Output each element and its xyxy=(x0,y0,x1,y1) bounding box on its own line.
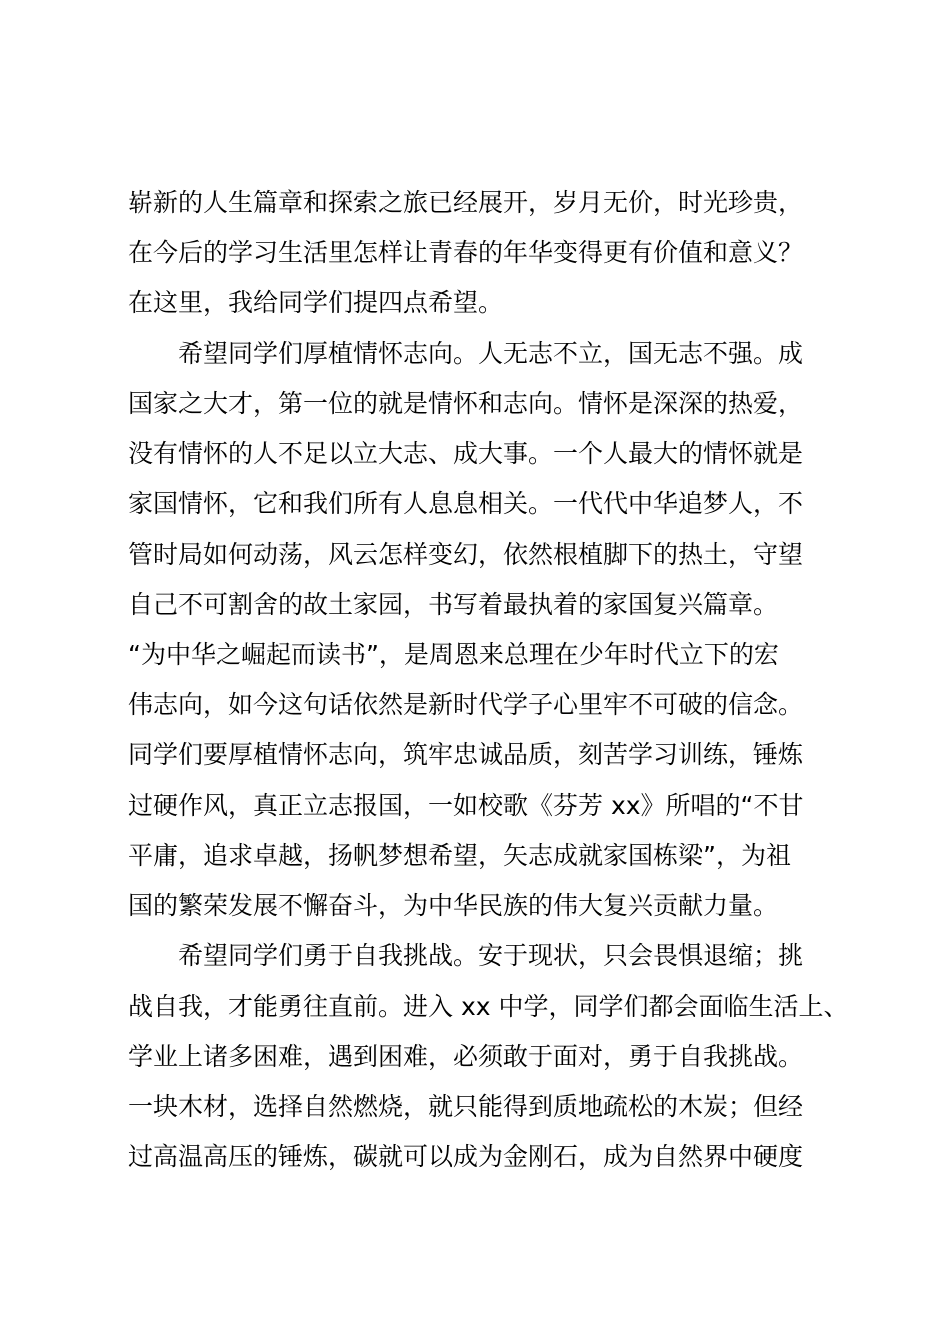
text-line: 平庸，追求卓越，扬帆梦想希望，矢志成就家国栋梁”，为祖 xyxy=(128,841,791,870)
text-line: 过硬作风，真正立志报国，一如校歌《芬芳 xx》所唱的“不甘 xyxy=(128,791,804,820)
paragraph-start-line: 希望同学们厚植情怀志向。人无志不立，国无志不强。成 xyxy=(178,339,804,368)
text-line: 国的繁荣发展不懈奋斗，为中华民族的伟大复兴贡献力量。 xyxy=(128,891,779,920)
text-line: 家国情怀，它和我们所有人息息相关。一代代中华追梦人，不 xyxy=(128,489,804,518)
text-line: “为中华之崛起而读书”，是周恩来总理在少年时代立下的宏 xyxy=(128,640,779,669)
text-line: 管时局如何动荡，风云怎样变幻，依然根植脚下的热土，守望 xyxy=(128,540,804,569)
text-line: 一块木材，选择自然燃烧，就只能得到质地疏松的木炭；但经 xyxy=(128,1092,804,1121)
text-line: 过高温高压的锤炼，碳就可以成为金刚石，成为自然界中硬度 xyxy=(128,1142,804,1171)
text-line: 伟志向，如今这句话依然是新时代学子心里牢不可破的信念。 xyxy=(128,690,804,719)
text-line: 学业上诸多困难，遇到困难，必须敢于面对，勇于自我挑战。 xyxy=(128,1042,804,1071)
text-line: 崭新的人生篇章和探索之旅已经展开，岁月无价，时光珍贵， xyxy=(128,188,804,217)
text-line: 国家之大才，第一位的就是情怀和志向。情怀是深深的热爱， xyxy=(128,389,804,418)
text-line: 在今后的学习生活里怎样让青春的年华变得更有价值和意义？ xyxy=(128,238,804,267)
text-line: 同学们要厚植情怀志向，筑牢忠诚品质，刻苦学习训练，锤炼 xyxy=(128,740,804,769)
text-line: 战自我，才能勇往直前。进入 xx 中学，同学们都会面临生活上、 xyxy=(128,992,849,1021)
text-line: 没有情怀的人不足以立大志、成大事。一个人最大的情怀就是 xyxy=(128,439,804,468)
paragraph-start-line: 希望同学们勇于自我挑战。安于现状，只会畏惧退缩；挑 xyxy=(178,941,804,970)
text-line: 在这里，我给同学们提四点希望。 xyxy=(128,288,504,317)
text-line: 自己不可割舍的故土家园，书写着最执着的家国复兴篇章。 xyxy=(128,590,779,619)
